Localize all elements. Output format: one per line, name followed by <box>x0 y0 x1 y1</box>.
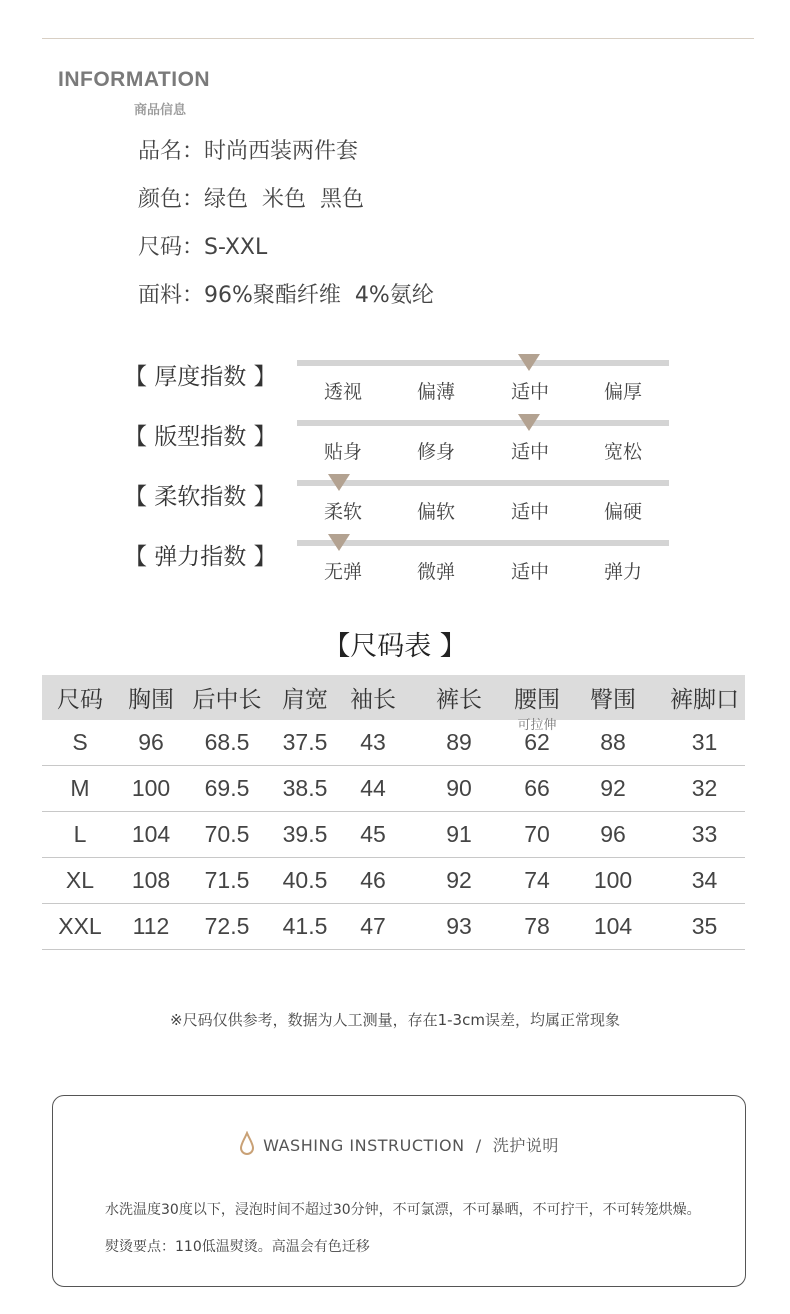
index-track <box>297 480 669 486</box>
index-option: 弹力 <box>603 561 642 583</box>
index-option: 贴身 <box>323 441 362 463</box>
index-option: 适中 <box>510 381 549 403</box>
table-cell: 74 <box>512 858 562 904</box>
size-note: ※尺码仅供参考，数据为人工测量，存在1-3cm误差，均属正常现象 <box>170 1011 620 1029</box>
table-cell: 40.5 <box>270 858 340 904</box>
index-option: 透视 <box>323 381 362 403</box>
table-cell: 62 <box>512 720 562 766</box>
table-cell: 46 <box>340 858 406 904</box>
table-cell: 72.5 <box>184 904 270 950</box>
index-option: 无弹 <box>323 561 362 583</box>
size-table-header-cell <box>512 675 562 733</box>
table-cell: 38.5 <box>270 766 340 812</box>
table-cell: 89 <box>406 720 512 766</box>
header-label: 袖长 <box>350 687 396 713</box>
table-cell: 108 <box>118 858 184 904</box>
table-cell: 33 <box>664 812 745 858</box>
table-cell: 92 <box>562 766 664 812</box>
info-fabric: 面料：96%聚酯纤维 4%氨纶 <box>138 283 434 308</box>
table-cell: 45 <box>340 812 406 858</box>
info-color: 颜色：绿色 米色 黑色 <box>138 187 365 212</box>
index-option: 适中 <box>510 501 549 523</box>
table-cell: 43 <box>340 720 406 766</box>
table-cell: 71.5 <box>184 858 270 904</box>
index-option: 微弹 <box>416 561 455 583</box>
index-option: 修身 <box>416 441 455 463</box>
table-row <box>42 904 745 950</box>
section-title-en: INFORMATION <box>58 68 211 91</box>
index-track <box>297 540 669 546</box>
table-cell: 41.5 <box>270 904 340 950</box>
size-table-header-cell <box>184 675 270 720</box>
index-option: 偏厚 <box>603 381 642 403</box>
table-cell: 100 <box>118 766 184 812</box>
index-marker <box>518 354 540 371</box>
table-cell: 32 <box>664 766 745 812</box>
section-title-cn: 商品信息 <box>134 103 187 118</box>
index-label: 【 版型指数 】 <box>124 424 277 450</box>
header-label: 胸围 <box>128 687 174 713</box>
index-marker <box>518 414 540 431</box>
index-track <box>297 420 669 426</box>
table-cell: 96 <box>118 720 184 766</box>
index-option: 偏硬 <box>603 501 642 523</box>
waist-stretch-note: 可拉伸 <box>517 718 557 733</box>
table-cell: 90 <box>406 766 512 812</box>
size-table-header <box>42 675 745 720</box>
size-table-header-cell <box>42 675 118 720</box>
washing-title: WASHING INSTRUCTION / 洗护说明 <box>263 1136 559 1155</box>
table-cell: 39.5 <box>270 812 340 858</box>
table-cell: 44 <box>340 766 406 812</box>
size-table-header-cell <box>406 675 512 720</box>
table-row <box>42 858 745 904</box>
table-cell: L <box>42 812 118 858</box>
index-option: 宽松 <box>603 441 642 463</box>
index-option: 偏薄 <box>416 381 455 403</box>
table-cell: 112 <box>118 904 184 950</box>
table-cell: 91 <box>406 812 512 858</box>
size-table-header-cell <box>340 675 406 720</box>
table-cell: 70 <box>512 812 562 858</box>
header-label: 后中长 <box>192 687 262 713</box>
index-option: 适中 <box>510 561 549 583</box>
index-track <box>297 360 669 366</box>
header-label: 裤脚口 <box>670 687 739 713</box>
table-cell: 88 <box>562 720 664 766</box>
table-cell: XL <box>42 858 118 904</box>
index-option: 柔软 <box>323 501 362 523</box>
info-name: 品名：时尚西装两件套 <box>138 139 359 164</box>
table-cell: 78 <box>512 904 562 950</box>
table-cell: 47 <box>340 904 406 950</box>
header-label: 尺码 <box>57 687 103 713</box>
size-table-header-cell <box>118 675 184 720</box>
header-label: 臀围 <box>590 687 636 713</box>
index-marker <box>328 474 350 491</box>
table-cell: M <box>42 766 118 812</box>
table-cell: 69.5 <box>184 766 270 812</box>
size-table-header-cell <box>562 675 664 720</box>
washing-line-2: 熨烫要点：110低温熨烫。高温会有色迁移 <box>105 1239 370 1255</box>
table-cell: 100 <box>562 858 664 904</box>
washing-line-1: 水洗温度30度以下，浸泡时间不超过30分钟，不可氯漂，不可暴晒，不可拧干，不可转笼烘燥。 <box>105 1202 701 1218</box>
water-drop-icon <box>239 1131 255 1157</box>
header-label: 腰围 <box>514 687 560 713</box>
top-divider <box>42 38 754 39</box>
index-label: 【 厚度指数 】 <box>124 364 277 390</box>
table-cell: 31 <box>664 720 745 766</box>
info-size: 尺码：S-XXL <box>138 235 268 260</box>
table-cell: XXL <box>42 904 118 950</box>
size-table-header-cell <box>270 675 340 720</box>
index-marker <box>328 534 350 551</box>
table-row <box>42 766 745 812</box>
table-cell: 35 <box>664 904 745 950</box>
index-label: 【 柔软指数 】 <box>124 484 277 510</box>
size-table-title: 【尺码表 】 <box>323 631 467 662</box>
table-row <box>42 812 745 858</box>
table-cell: S <box>42 720 118 766</box>
table-cell: 93 <box>406 904 512 950</box>
index-label: 【 弹力指数 】 <box>124 544 277 570</box>
table-cell: 68.5 <box>184 720 270 766</box>
index-option: 适中 <box>510 441 549 463</box>
washing-header <box>53 1131 745 1157</box>
table-cell: 96 <box>562 812 664 858</box>
table-cell: 70.5 <box>184 812 270 858</box>
washing-box <box>52 1095 746 1287</box>
index-option: 偏软 <box>416 501 455 523</box>
table-cell: 104 <box>118 812 184 858</box>
header-label: 裤长 <box>436 687 482 713</box>
table-cell: 66 <box>512 766 562 812</box>
table-cell: 92 <box>406 858 512 904</box>
table-row <box>42 720 745 766</box>
size-table <box>42 675 745 950</box>
table-cell: 34 <box>664 858 745 904</box>
table-cell: 104 <box>562 904 664 950</box>
size-table-header-cell <box>664 675 745 720</box>
header-label: 肩宽 <box>282 687 328 713</box>
table-cell: 37.5 <box>270 720 340 766</box>
